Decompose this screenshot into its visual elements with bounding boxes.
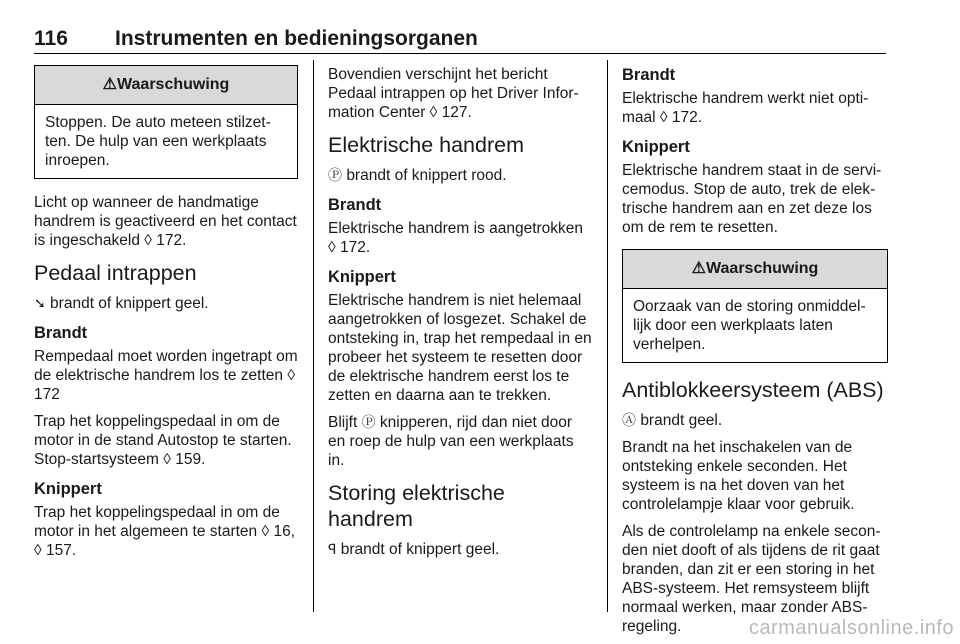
paragraph: Elektrische handrem is niet helemaal aangetrokken of losgezet. Schakel de ontsteking in, trap het rempedaal in en probeer het systeem te resetten door de elektrische handrem eerst los te zetten en daarna aan te trekken. [328,292,592,404]
paragraph: ꟼ brandt of knippert geel. [328,541,500,558]
warning-header [35,66,297,105]
paragraph: Ⓟ brandt of knippert rood. [328,167,507,184]
section-heading: Storing elektrische handrem [328,481,505,531]
paragraph: Brandt na het inschakelen van de ontsteking enkele seconden. Het systeem is na het doven van het controlelampje klaar voor gebruik. [622,439,855,513]
brake-icon: Ⓟ [328,167,342,183]
page-ref: 157. [45,542,77,559]
warning-title: Waarschuwing [117,76,230,93]
subheading: Knippert [34,480,102,498]
warning-box [34,65,298,179]
ref-arrow-icon: ◊ [163,451,171,468]
page-ref: 172. [671,109,703,126]
ref-arrow-icon: ◊ [328,239,336,256]
section-heading: Antiblokkeersysteem (ABS) [622,378,884,402]
page-ref: 172 [34,386,60,403]
pedal-icon: ➘ [34,295,46,311]
paragraph: Trap het koppelingspedaal in om de motor in het algemeen te starten ◊ 16, ◊ 157. [34,504,296,559]
column-2 [328,65,592,567]
section-heading: Elektrische handrem [328,133,524,157]
paragraph: Bovendien verschijnt het bericht Pedaal intrappen op het Driver Infor-mation Center ◊ 127. [328,66,579,121]
ref-arrow-icon: ◊ [34,542,42,559]
paragraph: Trap het koppelingspedaal in om de motor in de stand Autostop te starten. Stop-startsysteem ◊ 159. [34,413,292,468]
warning-text: Stoppen. De auto meteen stilzet-ten. De hulp van een werkplaats inroepen. [45,114,271,169]
column-divider [607,60,608,612]
warning-box [622,249,888,363]
paragraph: Blijft Ⓟ knipperen, rijd dan niet door en roep de hulp van een werkplaats in. [328,414,574,469]
brake-icon: Ⓟ [361,414,376,430]
page-ref: 159. [175,451,206,468]
paragraph: ➘ brandt of knippert geel. [34,295,209,312]
ref-arrow-icon: ◊ [659,109,668,126]
subheading: Knippert [622,138,690,156]
ref-arrow-icon: ◊ [429,104,438,121]
ref-arrow-icon: ◊ [261,523,270,540]
column-3 [622,65,888,644]
section-heading: Pedaal intrappen [34,261,197,285]
page-title: Instrumenten en bedieningsorganen [115,27,478,50]
page-ref: 16, [273,523,296,540]
page-number: 116 [34,27,68,50]
abs-icon: Ⓐ [622,412,636,428]
paragraph: Als de controlelamp na enkele secon-den niet dooft of als tijdens de rit gaat branden, dan zit er een storing in het ABS-systeem. Het remsysteem blijft normaal werken, maar zonder ABS-regeling. [622,523,881,635]
watermark: carmanualsonline.info [748,617,954,639]
paragraph: Licht op wanneer de handmatige handrem is geactiveerd en het contact is ingeschakeld ◊ 172. [34,194,297,249]
subheading: Knippert [328,268,396,286]
paragraph: Ⓐ brandt geel. [622,412,723,429]
page-ref: 172. [156,232,187,249]
paragraph: Rempedaal moet worden ingetrapt om de elektrische handrem los te zetten ◊ 172 [34,348,298,403]
warning-title: Waarschuwing [706,260,819,277]
paragraph: Elektrische handrem staat in de servi-cemodus. Stop de auto, trek de elek-trische handrem aan en zet deze los om de rem te resetten. [622,162,882,236]
paragraph: Elektrische handrem werkt niet opti-maal ◊ 172. [622,90,869,126]
page-ref: 172. [339,239,371,256]
warning-icon: ⚠ [691,260,707,277]
warning-icon: ⚠ [102,76,118,93]
page-ref: 127. [441,104,472,121]
column-1 [34,65,298,568]
parking-brake-fault-icon: ꟼ [328,541,337,557]
page-header [34,27,886,54]
subheading: Brandt [34,324,88,342]
warning-header [623,250,887,289]
paragraph: Elektrische handrem is aangetrokken ◊ 172. [328,220,584,256]
warning-text: Oorzaak van de storing onmiddel-lijk door een werkplaats laten verhelpen. [633,298,866,353]
subheading: Brandt [622,66,676,84]
ref-arrow-icon: ◊ [144,232,152,249]
column-divider [313,60,314,612]
subheading: Brandt [328,196,382,214]
ref-arrow-icon: ◊ [287,367,295,384]
